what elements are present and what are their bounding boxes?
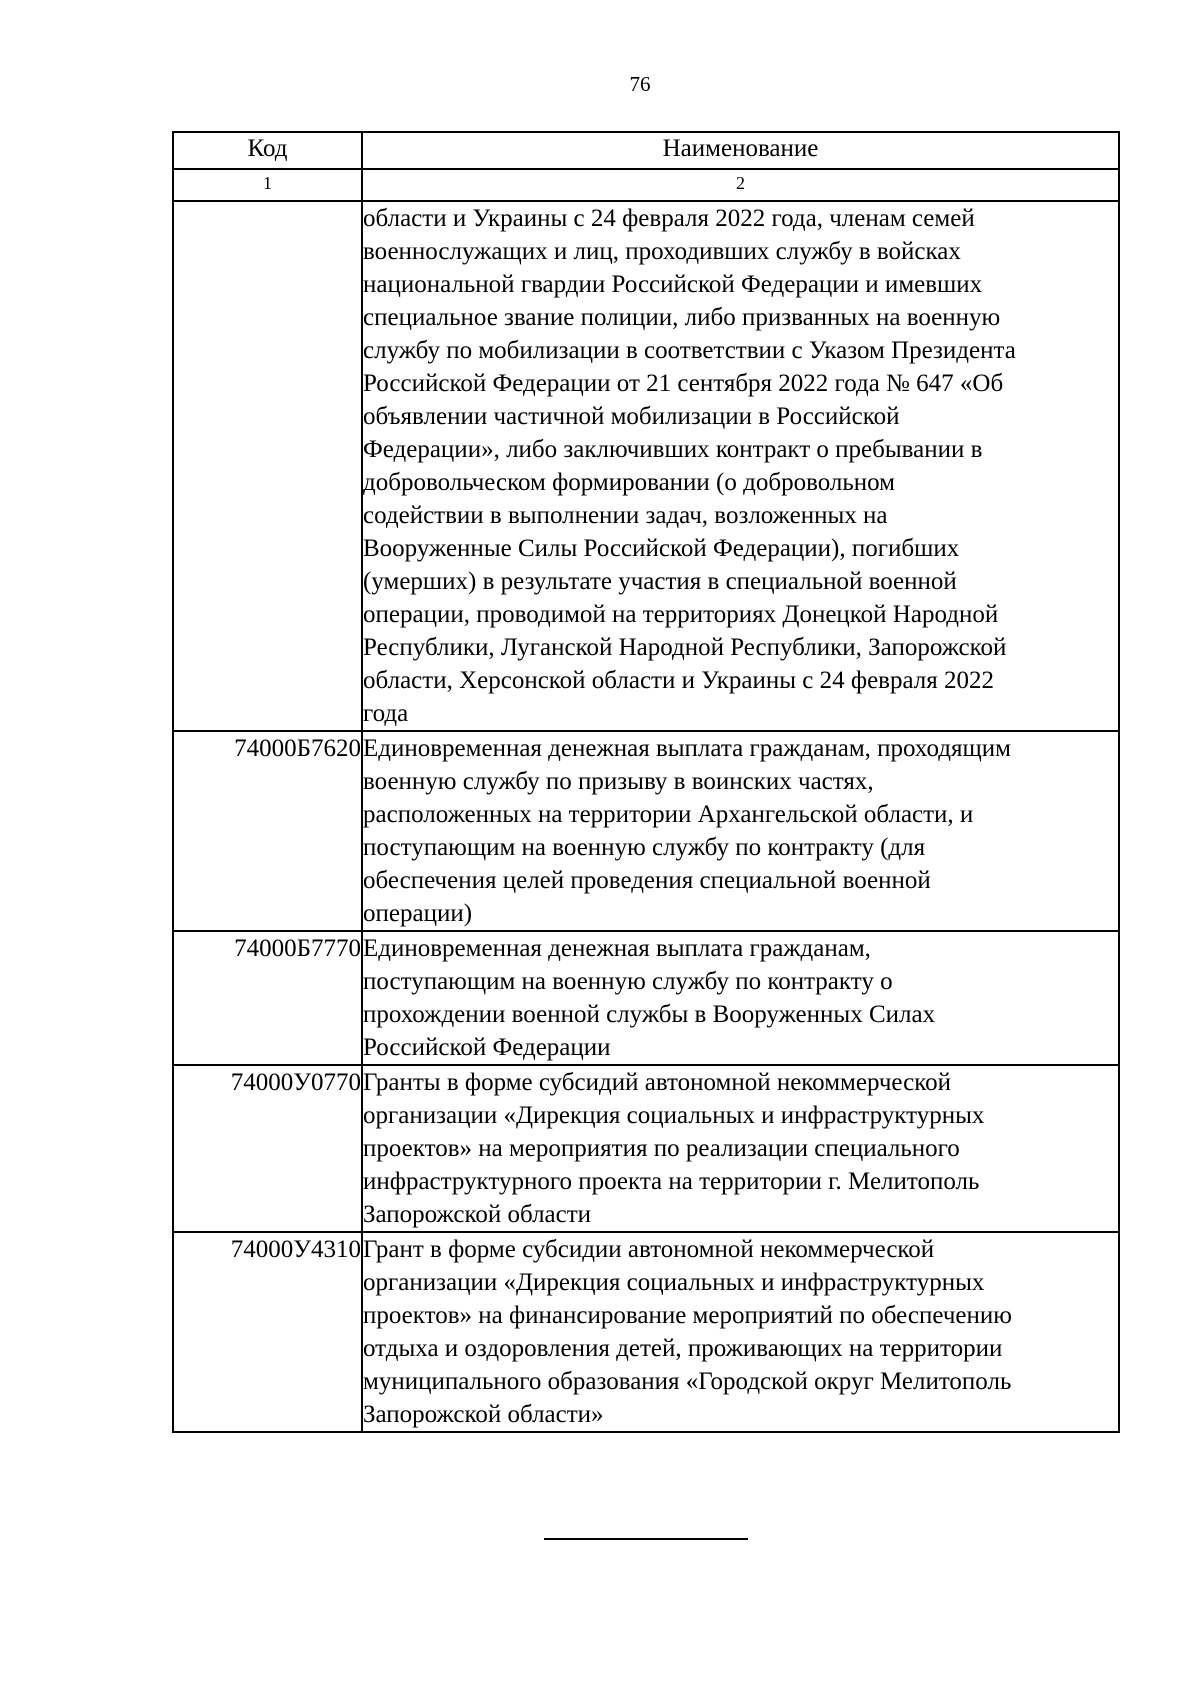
table-row: [173, 1065, 1119, 1232]
row-name-cell: [362, 201, 1119, 731]
column-header-name: Наименование: [362, 132, 1119, 169]
column-header-code: Код: [173, 132, 362, 169]
row-name-cell: [362, 731, 1119, 931]
row-code: 74000У4310: [173, 1232, 362, 1432]
row-name-cell: [362, 1065, 1119, 1232]
column-number-code: 1: [173, 169, 362, 201]
row-name: Гранты в форме субсидий автономной некоммерческой организации «Дирекция социальных и инфраструктурных проектов» на мероприятия по реализации специального инфраструктурного проекта на территории г. Мелитополь Запорожской области: [363, 1069, 985, 1228]
row-code: [173, 201, 362, 731]
table-row: [173, 931, 1119, 1065]
table-header-row: [173, 132, 1119, 169]
column-number-row: [173, 169, 1119, 201]
row-name-cell: [362, 1232, 1119, 1432]
row-name-cell: [362, 931, 1119, 1065]
table-row: [173, 201, 1119, 731]
row-name: Единовременная денежная выплата гражданам, проходящим военную службу по призыву в воинских частях, расположенных на территории Архангельской области, и поступающим на военную службу по контракту (для обеспечения целей проведения специальной военной операции): [363, 735, 1011, 927]
row-name: Единовременная денежная выплата гражданам, поступающим на военную службу по контракту о прохождении военной службы в Вооруженных Силах Российской Федерации: [363, 935, 936, 1061]
row-name: Грант в форме субсидии автономной некоммерческой организации «Дирекция социальных и инфраструктурных проектов» на финансирование мероприятий по обеспечению отдыха и оздоровления детей, проживающих на территории муниципального образования «Городской округ Мелитополь Запорожской области»: [363, 1236, 1012, 1428]
table-row: [173, 731, 1119, 931]
row-name: области и Украины с 24 февраля 2022 года, членам семей военнослужащих и лиц, проходивших службу в войсках национальной гвардии Российской Федерации и имевших специальное звание полиции, либо призванных на военную службу по мобилизации в соответствии с Указом Президента Российской Федерации от 21 сентября 2022 года № 647 «Об объявлении частичной мобилизации в Российской Федерации», либо заключивших контракт о пребывании в добровольческом формировании (о добровольном содействии в выполнении задач, возложенных на Вооруженные Силы Российской Федерации), погибших (умерших) в результате участия в специальной военной операции, проводимой на территориях Донецкой Народной Республики, Луганской Народной Республики, Запорожской области, Херсонской области и Украины с 24 февраля 2022 года: [363, 205, 1016, 727]
page-number: 76: [629, 72, 651, 96]
row-code: 74000Б7620: [173, 731, 362, 931]
budget-classification-table: [172, 131, 1120, 1433]
end-of-document-rule: [544, 1538, 748, 1540]
table-row: [173, 1232, 1119, 1432]
column-number-name: 2: [362, 169, 1119, 201]
row-code: 74000У0770: [173, 1065, 362, 1232]
row-code: 74000Б7770: [173, 931, 362, 1065]
